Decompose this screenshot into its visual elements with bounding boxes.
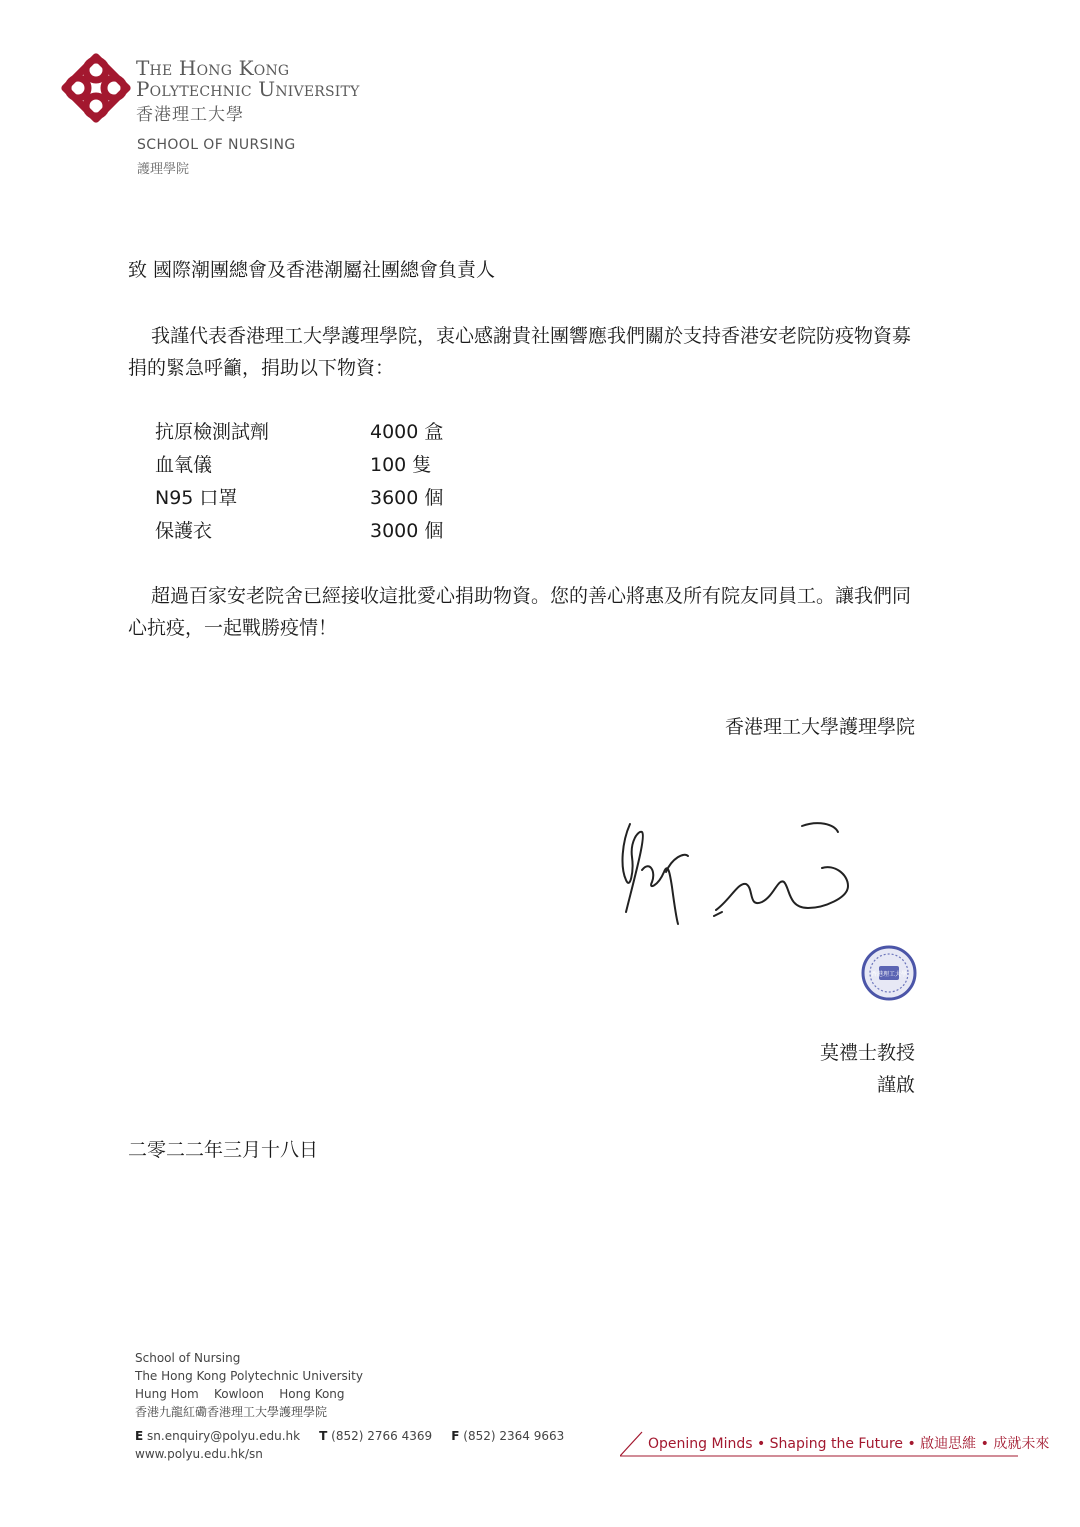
email-label: E	[135, 1429, 144, 1443]
footer-email[interactable]: sn.enquiry@polyu.edu.hk	[147, 1429, 301, 1443]
item-quantity: 3600 個	[370, 487, 444, 509]
footer-university: The Hong Kong Polytechnic University	[135, 1369, 363, 1383]
letter-paragraph-2: 超過百家安老院舍已經接收這批愛心捐助物資。您的善心將惠及所有院友同員工。讓我們同心抗疫，一起戰勝疫情！	[128, 585, 912, 639]
list-item	[155, 482, 443, 515]
list-item	[155, 416, 443, 449]
university-slogan: Opening Minds • Shaping the Future • 啟迪思維 • 成就未來	[648, 1436, 1050, 1452]
item-name: 血氧儀	[155, 454, 213, 476]
item-quantity: 100 隻	[370, 454, 432, 476]
handwritten-signature-icon	[612, 812, 862, 932]
footer-website[interactable]: www.polyu.edu.hk/sn	[135, 1447, 263, 1461]
university-name-en-line2: Polytechnic University	[136, 77, 360, 101]
item-name: 保護衣	[155, 520, 213, 542]
signer-name: 莫禮士教授	[819, 1042, 915, 1064]
polyu-knot-logo-icon	[60, 52, 132, 124]
tel-label: T	[319, 1429, 328, 1443]
letter-salutation: 致 國際潮團總會及香港潮屬社團總會負責人	[128, 259, 496, 281]
item-name: 抗原檢測試劑	[155, 421, 270, 443]
list-item	[155, 449, 443, 482]
footer-fax: (852) 2364 9663	[463, 1429, 565, 1443]
sender-organization: 香港理工大學護理學院	[724, 716, 915, 738]
university-seal-stamp-icon	[860, 944, 918, 1002]
letter-closing: 謹啟	[876, 1074, 915, 1096]
university-name-en	[136, 58, 360, 100]
university-name-en-line1: The Hong Kong	[136, 56, 290, 80]
school-name-zh: 護理學院	[137, 162, 190, 177]
footer-location: Hung Hom Kowloon Hong Kong	[135, 1387, 345, 1401]
item-name: N95 口罩	[155, 487, 238, 509]
university-name-zh: 香港理工大學	[136, 105, 244, 125]
footer-address	[135, 1349, 564, 1463]
item-quantity: 4000 盒	[370, 421, 444, 443]
letter-date: 二零二二年三月十八日	[128, 1139, 319, 1161]
fax-label: F	[451, 1429, 460, 1443]
letter-paragraph-1: 我謹代表香港理工大學護理學院，衷心感謝貴社團響應我們關於支持香港安老院防疫物資募捐的緊急呼籲，捐助以下物資：	[128, 325, 912, 379]
seal-text: 香港理工大學	[870, 971, 908, 978]
item-quantity: 3000 個	[370, 520, 444, 542]
list-item	[155, 515, 443, 548]
footer-contact	[135, 1427, 564, 1445]
footer-address-zh: 香港九龍紅磡香港理工大學護理學院	[135, 1405, 328, 1419]
footer-school: School of Nursing	[135, 1351, 241, 1365]
footer-tel: (852) 2766 4369	[331, 1429, 433, 1443]
school-name-en: SCHOOL OF NURSING	[137, 137, 296, 153]
donation-items-list	[155, 416, 443, 548]
signer-block	[820, 1037, 915, 1101]
